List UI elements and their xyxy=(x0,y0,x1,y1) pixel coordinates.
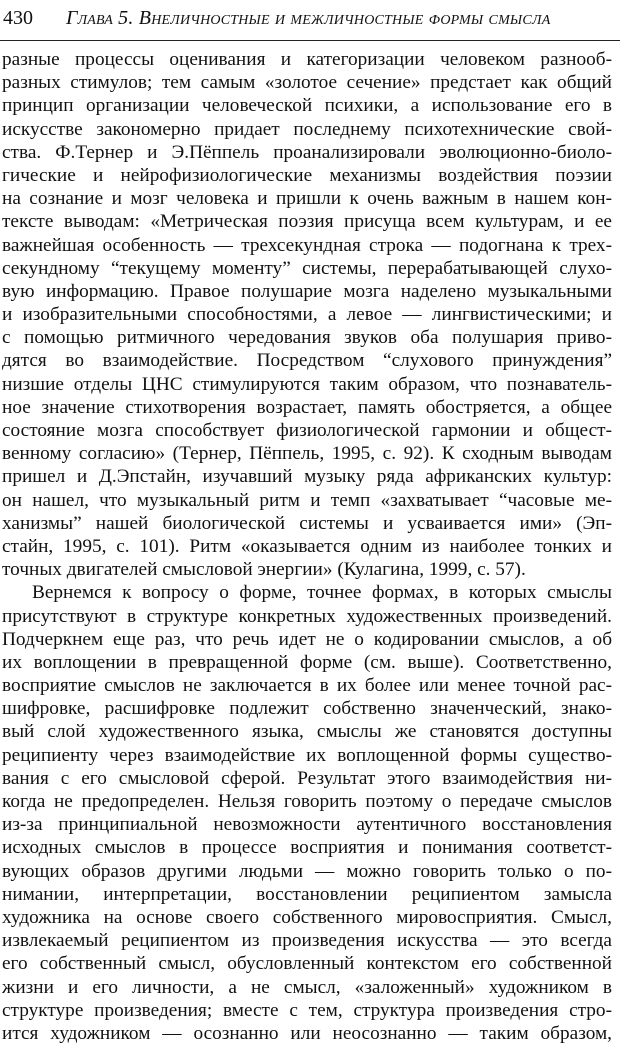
text-line: из-за принципиальной невозможности аутентичного восстановления xyxy=(2,814,612,836)
text-line: разных стимулов; тем самым «золотое сечение» предстает как общий xyxy=(2,72,612,94)
text-line: он нашел, что музыкальный ритм и темп «захватывает “часовые ме- xyxy=(2,489,612,511)
text-line: присутствуют в структуре конкретных художественных произведений. xyxy=(2,605,612,627)
text-line: пришел и Д.Эпстайн, изучавший музыку ряда африканских культур: xyxy=(2,466,612,488)
chapter-title: Глава 5. Внеличностные и межличностные формы смысла xyxy=(66,7,551,29)
text-line: их воплощении в превращенной форме (см. выше). Соответственно, xyxy=(2,651,612,673)
text-line: исходных смыслов в процессе восприятия и понимания соответст- xyxy=(2,837,612,859)
text-line: стайн, 1995, с. 101). Ритм «оказывается одним из наиболее тонких и xyxy=(2,535,612,557)
text-line: вую информацию. Правое полушарие мозга наделено музыкальными xyxy=(2,280,612,302)
paragraph-first-line: Вернемся к вопросу о форме, точнее формах, в которых смыслы xyxy=(32,582,612,604)
text-line: восприятие смыслов не заключается в их более или менее точной рас- xyxy=(2,675,612,697)
text-line: состояние мозга способствует физиологической гармонии и общест- xyxy=(2,420,612,441)
text-line: ится художником — осознанно или неосознанно — таким образом, xyxy=(2,1022,612,1044)
text-line: секундному “текущему моменту” системы, перерабатывающей слухо- xyxy=(2,257,612,279)
text-line: разные процессы оценивания и категоризации человеком разнооб- xyxy=(2,49,612,70)
text-line: дятся во взаимодействие. Посредством “слухового принуждения” xyxy=(2,350,612,372)
text-line: с помощью ритмичного чередования звуков оба полушария приво- xyxy=(2,327,612,349)
text-line: извлекаемый реципиентом из произведения искусства — это всегда xyxy=(2,930,612,952)
text-line: шифровке, расшифровке подлежит собственно значенческий, знако- xyxy=(2,698,612,720)
text-line: вания с его смысловой сферой. Результат этого взаимодействия ни- xyxy=(2,767,612,789)
paragraph-last-line: точных двигателей смысловой энергии» (Кулагина, 1999, с. 57). xyxy=(2,559,526,581)
page-number: 430 xyxy=(3,7,33,29)
text-line: принцип организации человеческой психики, а использование его в xyxy=(2,95,612,117)
text-line: реципиенту через взаимодействие их воплощенной формы существо- xyxy=(2,744,612,766)
text-line: ства. Ф.Тернер и Э.Пёппель проанализировали эволюционно-биоло- xyxy=(2,141,612,163)
text-line: вый слой художественного языка, смыслы же становятся доступны xyxy=(2,721,612,743)
text-line: его собственный смысл, обусловленный контекстом его собственной xyxy=(2,953,612,975)
text-line: и изобразительными способностями, а левое — лингвистическими; и xyxy=(2,304,612,326)
text-line: гические и нейрофизиологические механизмы воздействия поэзии xyxy=(2,164,612,186)
text-line: низшие отделы ЦНС стимулируются таким образом, что познаватель- xyxy=(2,373,612,395)
text-line: важнейшая особенность — трехсекундная строка — подогнана к трех- xyxy=(2,234,612,256)
text-line: вующих образов другими людьми — можно говорить только о по- xyxy=(2,860,612,882)
body-text xyxy=(2,48,612,1045)
text-line: когда не предопределен. Нельзя говорить поэтому о передаче смыслов xyxy=(2,791,612,812)
text-line: ное значение стихотворения возрастает, память обостряется, а общее xyxy=(2,396,612,418)
text-line: тексте выводам: «Метрическая поэзия присуща всем культурам, и ее xyxy=(2,211,612,233)
text-line: Подчеркнем еще раз, что речь идет не о кодировании смыслов, а об xyxy=(2,628,612,650)
text-line: жизни и его личности, а не смысл, «заложенный» художником в xyxy=(2,976,612,998)
text-line: венному согласию» (Тернер, Пёппель, 1995, с. 92). К сходным выводам xyxy=(2,443,612,465)
text-line: искусстве закономерно придает последнему психотехнические свой- xyxy=(2,118,612,140)
text-line: структуре произведения; вместе с тем, структура произведения стро- xyxy=(2,999,612,1021)
text-line: художника на основе своего собственного мировосприятия. Смысл, xyxy=(2,906,612,928)
text-line: ханизмы” нашей биологической системы и усваивается ими» (Эп- xyxy=(2,512,612,534)
text-line: нимании, интерпретации, восстановлении реципиентом замысла xyxy=(2,883,612,905)
running-header xyxy=(0,0,620,41)
text-line: на сознание и мозг человека и пришли к очень важным в нашем кон- xyxy=(2,188,612,210)
